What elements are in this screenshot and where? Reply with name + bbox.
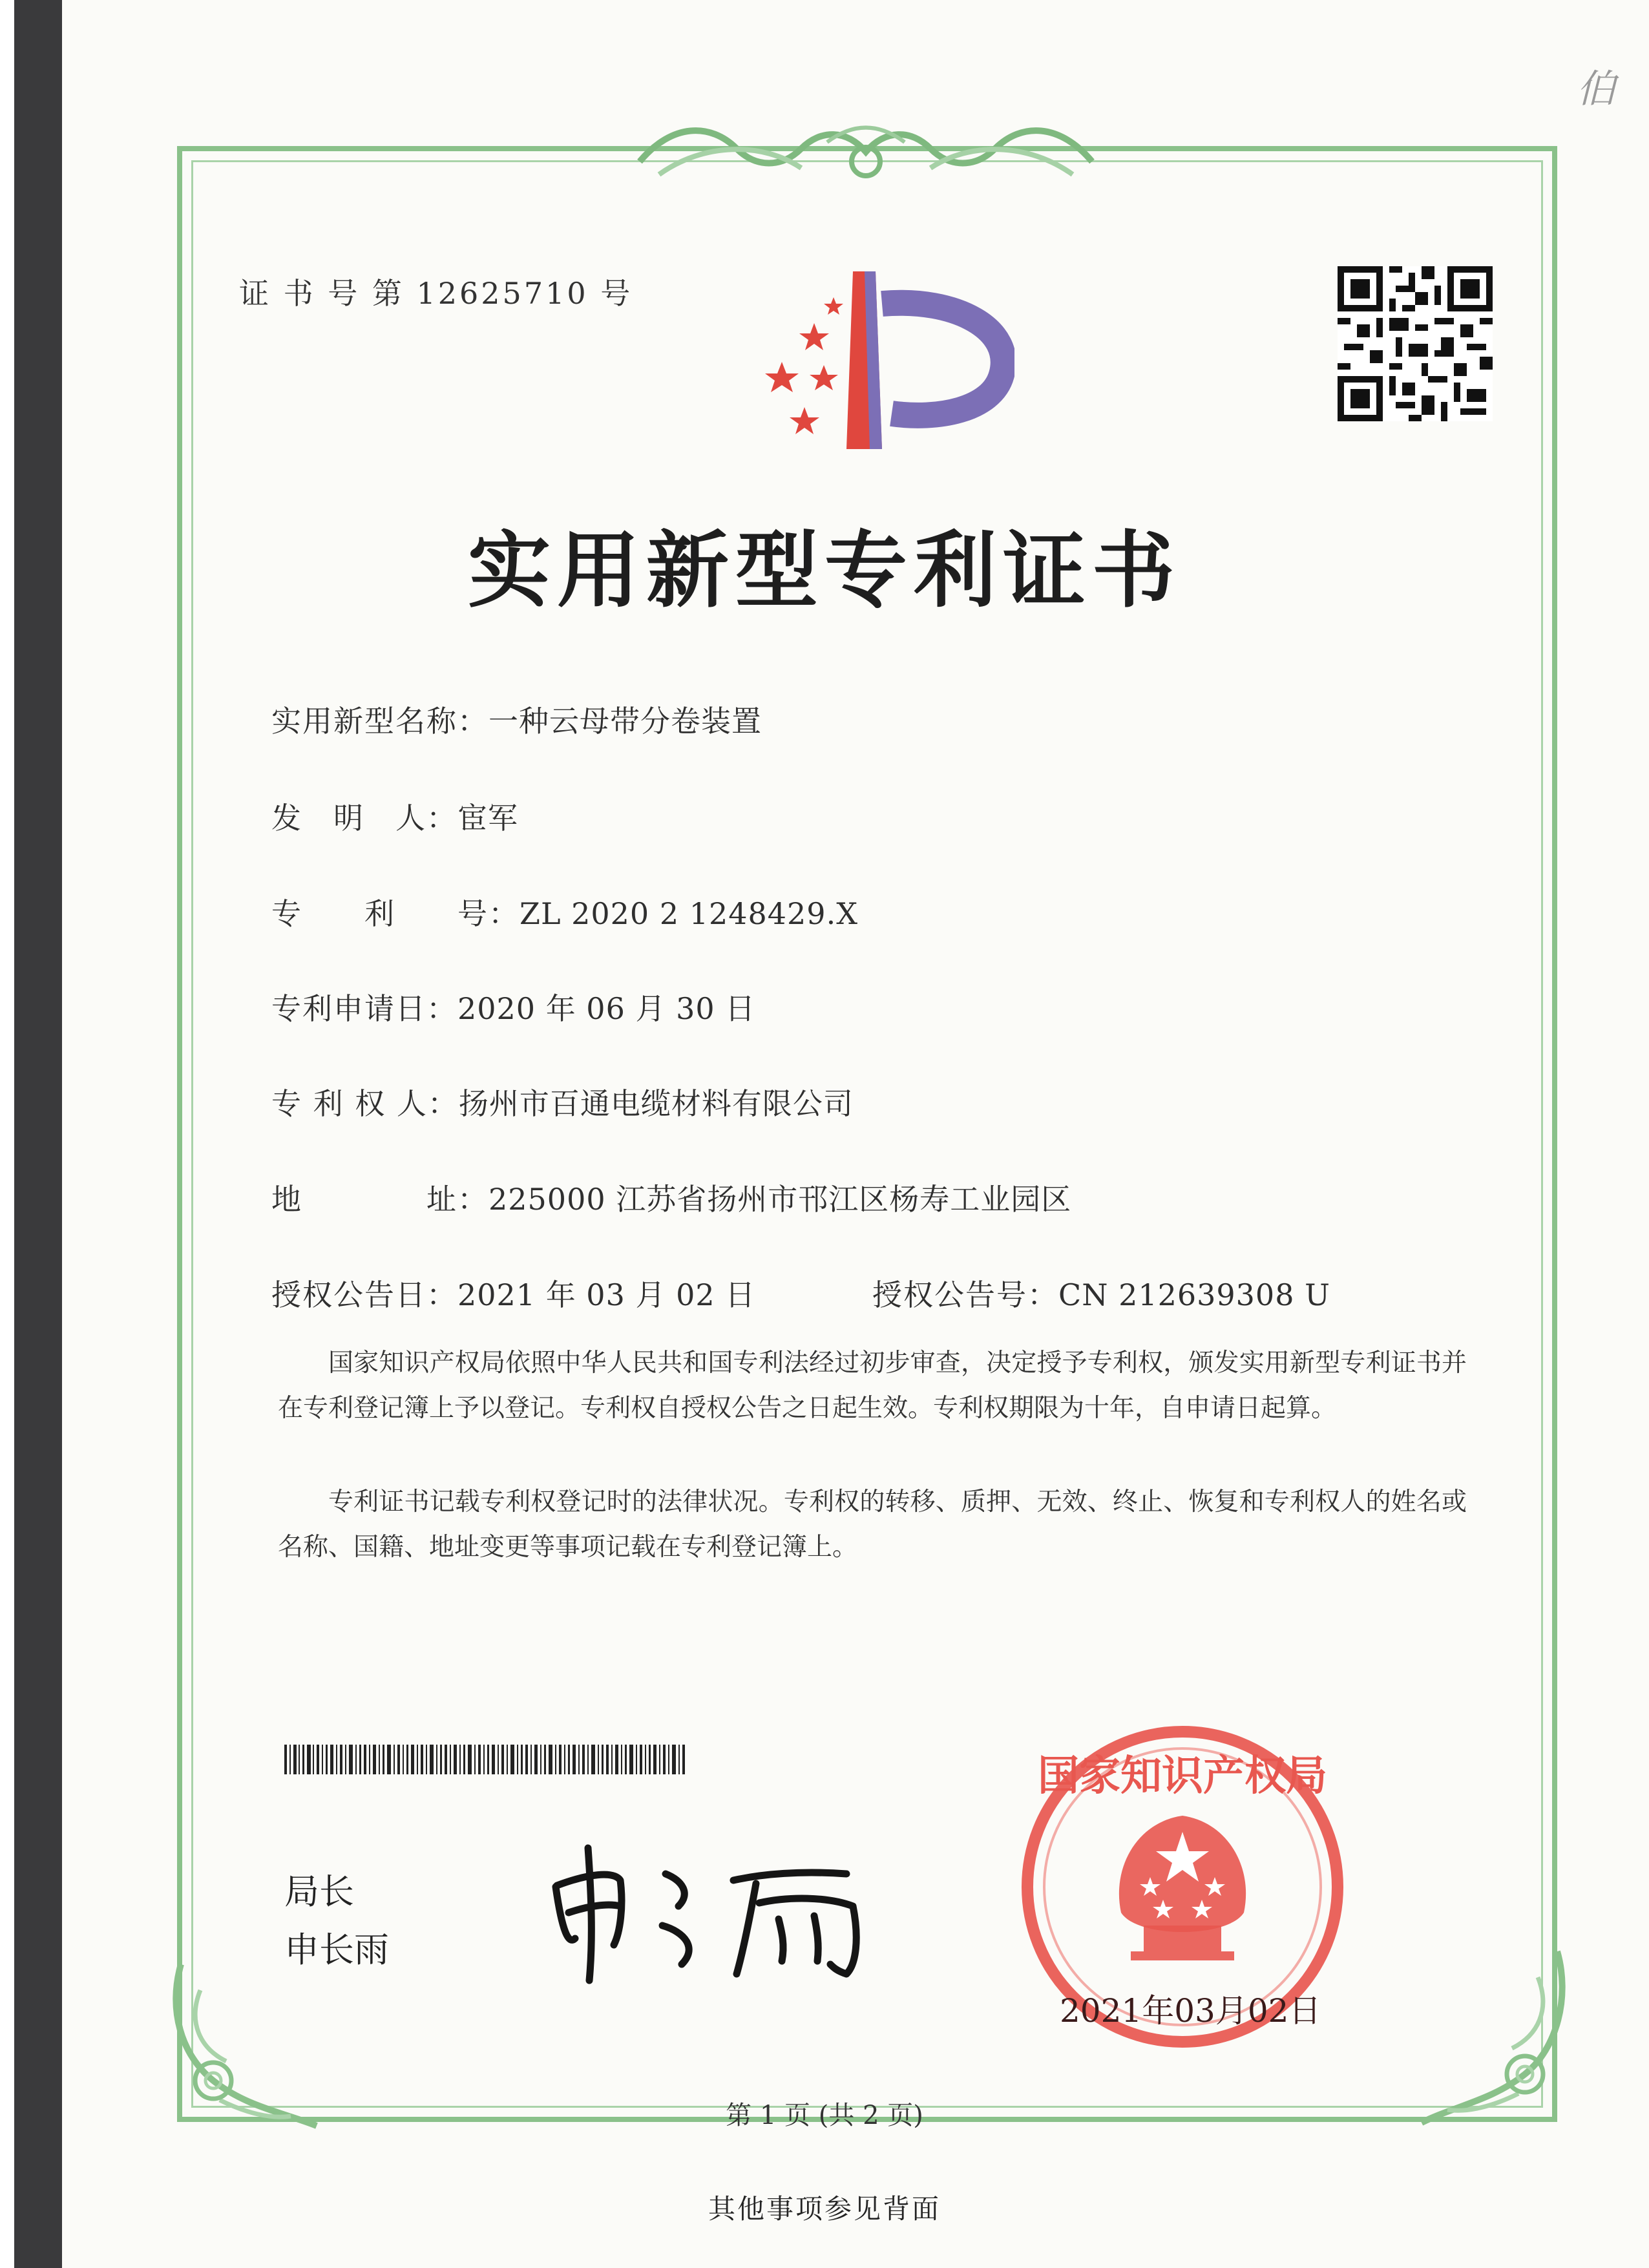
body-paragraph-1: 国家知识产权局依照中华人民共和国专利法经过初步审查，决定授予专利权，颁发实用新型专利证书并在专利登记簿上予以登记。专利权自授权公告之日起生效。专利权期限为十年，自申请日起算。 <box>278 1349 1467 1423</box>
field-label: 地 址： <box>271 1182 488 1217</box>
field-patent-number <box>271 890 858 933</box>
director-name: 申长雨 <box>284 1929 389 1970</box>
field-label: 实用新型名称： <box>271 704 488 739</box>
field-address <box>271 1176 1071 1219</box>
field-label: 专 利 号： <box>271 896 520 931</box>
seal-text: 国家知识产权局 <box>1038 1752 1327 1800</box>
field-patentee <box>271 1080 854 1123</box>
field-value: 2020 年 06 月 30 日 <box>457 991 756 1026</box>
body-paragraph-2: 专利证书记载专利权登记时的法律状况。专利权的转移、质押、无效、终止、恢复和专利权人的姓名或名称、国籍、地址变更等事项记载在专利登记簿上。 <box>278 1487 1467 1562</box>
field-value: 一种云母带分卷装置 <box>488 704 762 739</box>
field-label: 授权公告号： <box>872 1277 1058 1312</box>
scan-shadow-bar <box>14 0 62 2268</box>
certificate-title: 实用新型专利证书 <box>467 522 1181 619</box>
field-value: ZL 2020 2 1248429.X <box>520 896 858 931</box>
director-title: 局长 <box>284 1871 354 1912</box>
cnipa-logo <box>743 258 1014 459</box>
field-inventor <box>271 795 518 837</box>
field-value: 2021 年 03 月 02 日 <box>457 1277 756 1312</box>
page-number: 第 1 页 (共 2 页) <box>726 2101 923 2130</box>
certificate-number: 证 书 号 第 12625710 号 <box>239 276 633 311</box>
field-filing-date <box>271 985 755 1028</box>
field-value: 宦军 <box>457 801 518 835</box>
field-utility-model-name <box>271 698 762 740</box>
top-ornament <box>633 116 1098 187</box>
seal-date: 2021年03月02日 <box>1060 1992 1321 2030</box>
field-label: 发 明 人： <box>271 801 457 835</box>
field-label: 授权公告日： <box>271 1277 457 1312</box>
field-value: 扬州市百通电缆材料有限公司 <box>458 1086 854 1121</box>
barcode <box>284 1745 685 1774</box>
field-value: 225000 江苏省扬州市邗江区杨寿工业园区 <box>488 1182 1072 1217</box>
field-grant-date <box>271 1272 755 1314</box>
footer-note: 其他事项参见背面 <box>708 2193 941 2225</box>
field-value: CN 212639308 U <box>1058 1277 1330 1312</box>
field-grant-number <box>872 1272 1330 1314</box>
qr-code <box>1338 266 1493 421</box>
field-label: 专 利 权 人： <box>271 1086 459 1121</box>
director-signature <box>543 1835 879 1990</box>
field-label: 专利申请日： <box>271 991 457 1026</box>
margin-handwriting: 伯 <box>1577 67 1615 112</box>
